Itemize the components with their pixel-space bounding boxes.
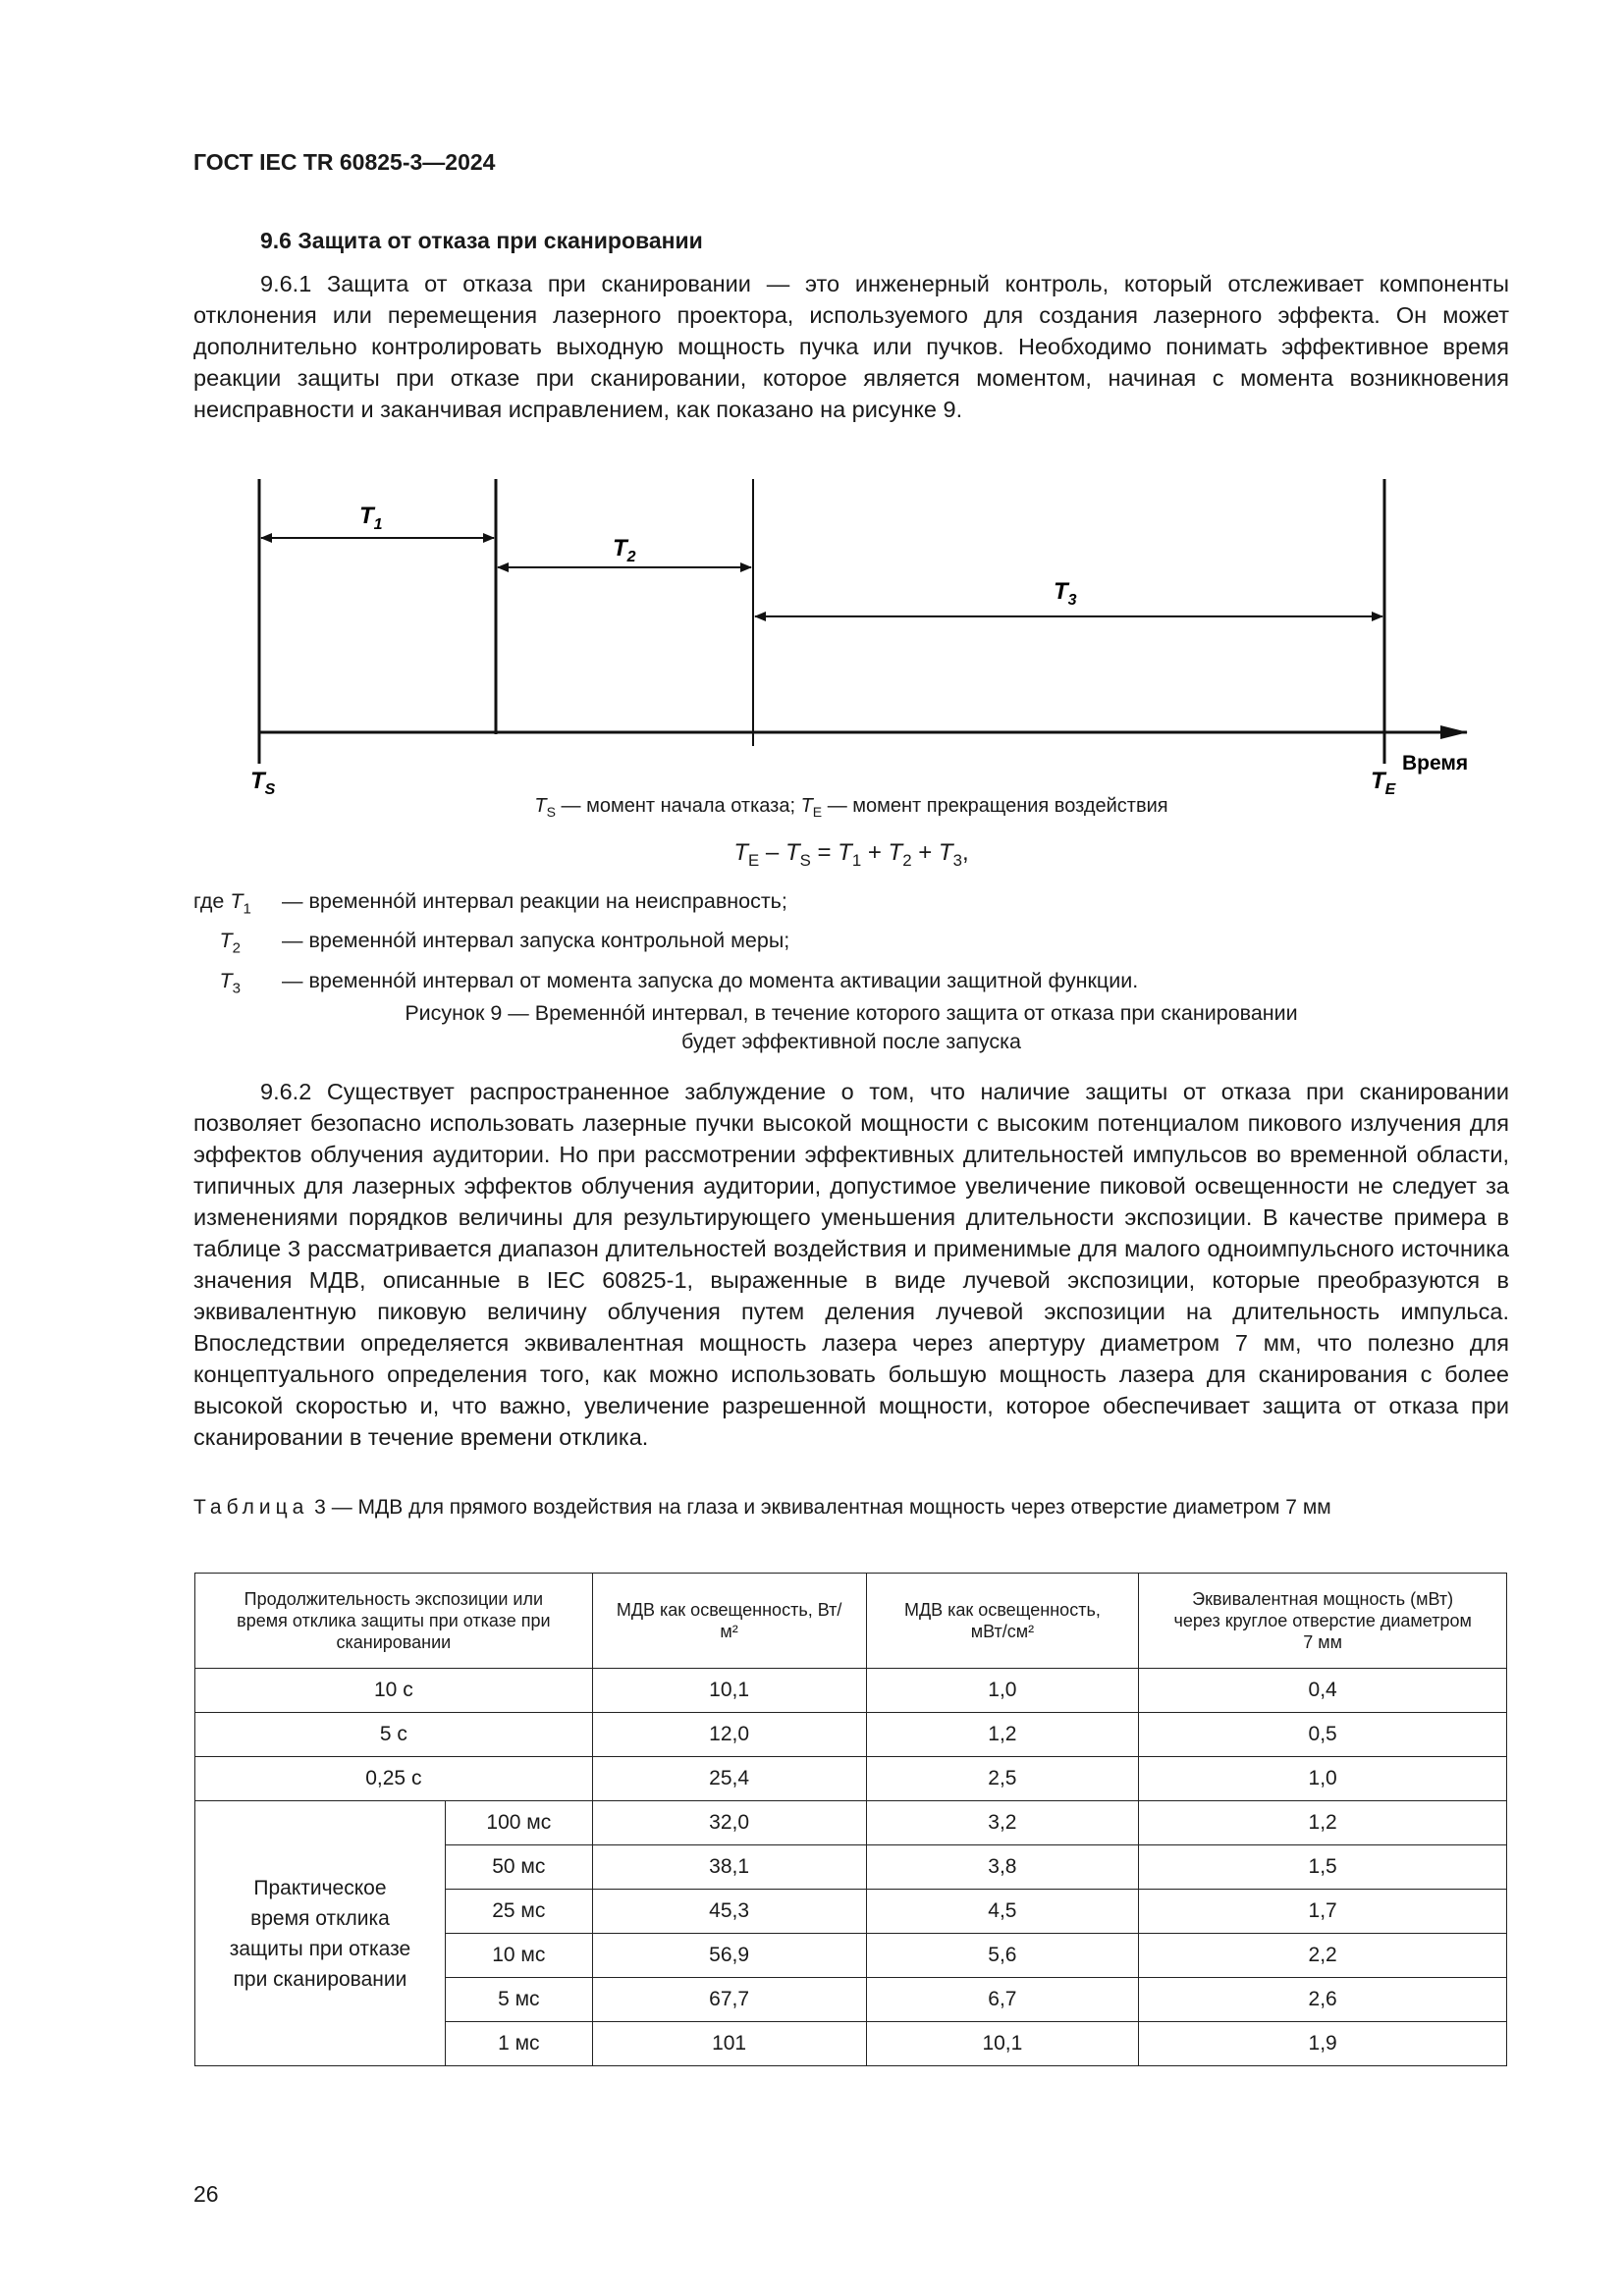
cell-time: 50 мс <box>445 1845 592 1890</box>
table-header-row <box>195 1574 1507 1669</box>
cell-mw: 1,9 <box>1139 2022 1507 2066</box>
timing-diagram <box>0 461 1624 805</box>
cell-time: 10 мс <box>445 1934 592 1978</box>
cell-mw-cm2: 4,5 <box>866 1890 1139 1934</box>
label-t2: $T_2$ <box>613 535 636 565</box>
cell-time: 25 мс <box>445 1890 592 1934</box>
cell-time: 0,25 с <box>195 1757 593 1801</box>
cell-mw: 1,0 <box>1139 1757 1507 1801</box>
cell-mw: 1,2 <box>1139 1801 1507 1845</box>
mpe-table <box>194 1573 1507 2066</box>
cell-time: 5 с <box>195 1713 593 1757</box>
paragraph-text: 9.6.2 Существует распространенное заблуждение о том, что наличие защиты от отказа при сканировании позволяет безопасно использовать лазерные пучки высокой мощности с высоким потенциалом пикового излучения для эффектов облучения аудитории. Но при рассмотрении эффективных длительностей импульсов во временной области, типичных для лазерных эффектов облучения аудитории, допустимое увеличение пиковой освещенности не следует за изменениями порядков величины для результирующего уменьшения длительности экспозиции. В качестве примера в таблице 3 рассматривается диапазон длительностей воздействия и применимые для малого одноимпульсного источника значения МДВ, описанные в IEC 60825-1, выраженные в виде лучевой экспозиции, которые преобразуются в эквивалентную пиковую величину облучения путем деления лучевой экспозиции на длительность импульса. Впоследствии определяется эквивалентная мощность лазера через апертуру диаметром 7 мм, что полезно для концептуального определения того, как можно использовать большую мощность лазера для сканирования с более высокой скоростью и, что важно, увеличение разрешенной мощности, которое обеспечивает защита от отказа при сканировании в течение времени отклика. <box>193 1079 1509 1450</box>
header-mpe-w-m2: МДВ как освещенность, Вт/м² <box>592 1574 866 1669</box>
cell-time: 100 мс <box>445 1801 592 1845</box>
label-te: $T_E$ <box>1371 768 1396 798</box>
cell-mw: 2,2 <box>1139 1934 1507 1978</box>
table-caption: Таблица 3 — МДВ для прямого воздействия на глаза и эквивалентная мощность через отверстие диаметром 7 мм <box>193 1496 1331 1519</box>
table-row <box>195 1757 1507 1801</box>
cell-w-m2: 10,1 <box>592 1669 866 1713</box>
label-t3: $T_3$ <box>1054 578 1077 609</box>
figure-caption <box>193 999 1509 1056</box>
cell-mw-cm2: 5,6 <box>866 1934 1139 1978</box>
page-number: 26 <box>193 2181 219 2207</box>
header-equivalent-power: Эквивалентная мощность (мВт) через круглое отверстие диаметром 7 мм <box>1139 1574 1507 1669</box>
paragraph-text: 9.6.1 Защита от отказа при сканировании — это инженерный контроль, который отслеживает компоненты отклонения или перемещения лазерного проектора, используемого для создания лазерного эффекта. Он может дополнительно контролировать выходную мощность пучка или пучков. Необходимо понимать эффективное время реакции защиты при отказе при сканировании, которое является моментом, начиная с момента возникновения неисправности и заканчивая исправлением, как показано на рисунке 9. <box>193 271 1509 422</box>
caption-line-2: будет эффективной после запуска <box>681 1030 1021 1053</box>
cell-mw-cm2: 10,1 <box>866 2022 1139 2066</box>
table-row <box>195 1669 1507 1713</box>
where-row-t1: где $T_1$ — временнóй интервал реакции на неисправность; <box>193 889 787 918</box>
cell-mw-cm2: 3,2 <box>866 1801 1139 1845</box>
paragraph-9-6-1 <box>193 268 1509 425</box>
cell-mw-cm2: 1,2 <box>866 1713 1139 1757</box>
header-mpe-mw-cm2: МДВ как освещенность, мВт/см² <box>866 1574 1139 1669</box>
cell-mw-cm2: 1,0 <box>866 1669 1139 1713</box>
caption-line-1: Рисунок 9 — Временнóй интервал, в течение которого защита от отказа при сканировании <box>405 1001 1298 1025</box>
cell-w-m2: 45,3 <box>592 1890 866 1934</box>
cell-w-m2: 12,0 <box>592 1713 866 1757</box>
cell-w-m2: 25,4 <box>592 1757 866 1801</box>
cell-w-m2: 38,1 <box>592 1845 866 1890</box>
where-row-t2: $T_2$ — временнóй интервал запуска контрольной меры; <box>219 929 790 957</box>
cell-mw-cm2: 6,7 <box>866 1978 1139 2022</box>
cell-mw: 0,5 <box>1139 1713 1507 1757</box>
cell-w-m2: 32,0 <box>592 1801 866 1845</box>
figure-formula: $T_E - T_S = T_1 + T_2 + T_3$, <box>733 839 969 870</box>
cell-time: 5 мс <box>445 1978 592 2022</box>
label-t1: $T_1$ <box>359 503 383 533</box>
table-row <box>195 1713 1507 1757</box>
formula-explanation <box>193 885 1138 1004</box>
section-heading: 9.6 Защита от отказа при сканировании <box>260 228 703 253</box>
cell-mw: 0,4 <box>1139 1669 1507 1713</box>
cell-mw: 1,5 <box>1139 1845 1507 1890</box>
label-ts: $T_S$ <box>250 768 276 798</box>
paragraph-9-6-2 <box>193 1076 1509 1453</box>
cell-w-m2: 56,9 <box>592 1934 866 1978</box>
standard-designation: ГОСТ IEC TR 60825-3—2024 <box>193 149 496 175</box>
cell-mw: 2,6 <box>1139 1978 1507 2022</box>
cell-w-m2: 101 <box>592 2022 866 2066</box>
cell-time: 1 мс <box>445 2022 592 2066</box>
cell-w-m2: 67,7 <box>592 1978 866 2022</box>
cell-mw-cm2: 3,8 <box>866 1845 1139 1890</box>
label-time: Время <box>1402 752 1469 774</box>
figure-legend: $T_S$ — момент начала отказа; $T_E$ — момент прекращения воздействия <box>534 795 1168 820</box>
header-duration: Продолжительность экспозиции или время отклика защиты при отказе при сканировании <box>195 1574 593 1669</box>
cell-time: 10 с <box>195 1669 593 1713</box>
cell-mw-cm2: 2,5 <box>866 1757 1139 1801</box>
where-row-t3: $T_3$ — временнóй интервал от момента запуска до момента активации защитной функции. <box>219 968 1139 996</box>
group-label: Практическое время отклика защиты при отказе при сканировании <box>195 1801 446 2066</box>
cell-mw: 1,7 <box>1139 1890 1507 1934</box>
table-row <box>195 1801 1507 1845</box>
